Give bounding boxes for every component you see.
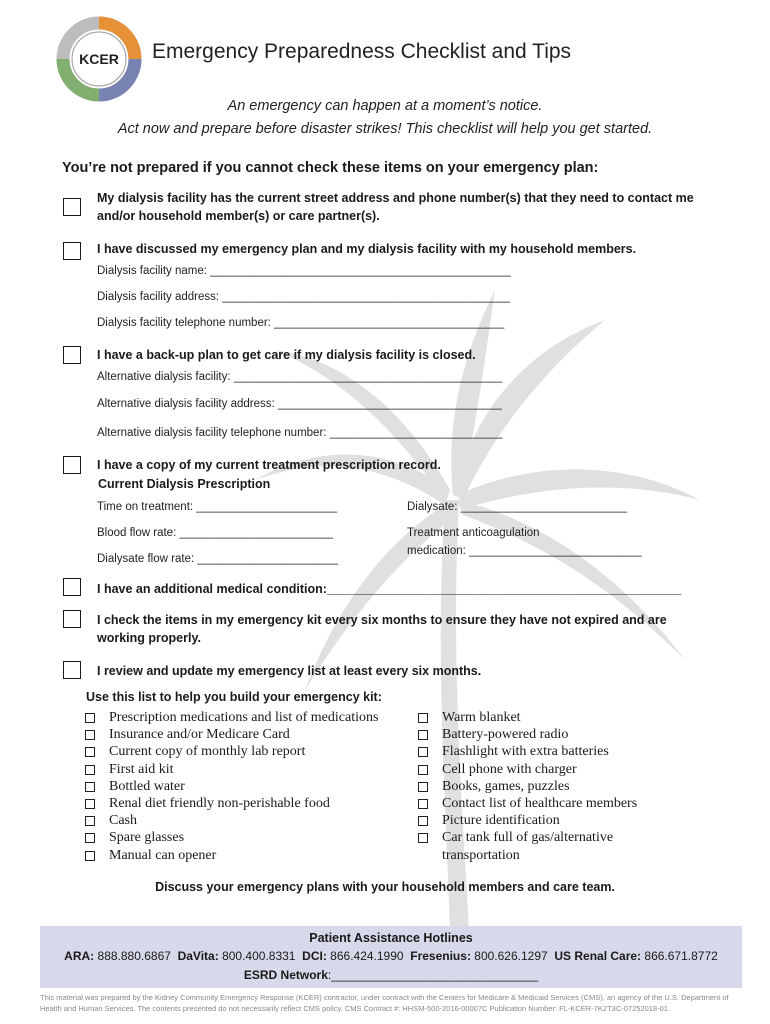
field-time-on-treatment[interactable]: Time on treatment: ______________________ bbox=[97, 501, 337, 513]
item-facility-contact: My dialysis facility has the current street address and phone number(s) that they need to contact me and/or household member(s) or care partner(s). bbox=[97, 191, 694, 223]
footer-disclaimer: This material was prepared by the Kidney Community Emergency Response (KCER) contractor, under contract with the Centers for Medicare & Medicaid Services (CMS), an agency of the U.S. Department of Health and Human Services. The contents presented do not necessarily reflect CMS policy. CMS Contract #: HHSM-500-2016-00007C Publication Number: FL-KCER-7K2T3C-07252018-01. bbox=[40, 993, 729, 1013]
kit-item[interactable]: Current copy of monthly lab report bbox=[85, 743, 378, 760]
prescription-heading: Current Dialysis Prescription bbox=[98, 477, 271, 491]
hotline-number[interactable]: 888.880.6867 bbox=[97, 949, 171, 963]
item-prescription-copy: I have a copy of my current treatment prescription record. bbox=[97, 458, 441, 472]
kit-checkbox[interactable] bbox=[418, 833, 428, 843]
kit-item[interactable]: Insurance and/or Medicare Card bbox=[85, 726, 378, 743]
page-title: Emergency Preparedness Checklist and Tips bbox=[152, 40, 572, 63]
hotline-label: US Renal Care: bbox=[554, 949, 642, 963]
esrd-value: :_______________________________ bbox=[327, 968, 539, 982]
kit-item[interactable]: Contact list of healthcare members bbox=[418, 795, 637, 812]
kit-checkbox[interactable] bbox=[418, 816, 428, 826]
checkbox-additional-condition[interactable] bbox=[63, 578, 81, 596]
hotline-label: DaVita: bbox=[177, 949, 219, 963]
logo-text: KCER bbox=[79, 51, 119, 67]
item-kit-check: I check the items in my emergency kit every six months to ensure they have not expired and are working properly. bbox=[97, 613, 667, 645]
intro-line-2: Act now and prepare before disaster strikes! This checklist will help you get started. bbox=[117, 121, 653, 137]
kit-checkbox[interactable] bbox=[85, 730, 95, 740]
kit-checkbox[interactable] bbox=[418, 765, 428, 775]
field-anticoagulation-medication[interactable]: medication: ___________________________ bbox=[407, 545, 642, 557]
kit-item[interactable]: Flashlight with extra batteries bbox=[418, 743, 637, 760]
kit-item[interactable]: Picture identification bbox=[418, 812, 637, 829]
hotlines-band bbox=[40, 926, 742, 988]
kit-checkbox[interactable] bbox=[85, 799, 95, 809]
hotlines-row bbox=[40, 949, 742, 963]
kit-checkbox[interactable] bbox=[85, 782, 95, 792]
kit-checkbox[interactable] bbox=[418, 713, 428, 723]
kit-item[interactable]: Cell phone with charger bbox=[418, 761, 637, 778]
field-dialysate[interactable]: Dialysate: __________________________ bbox=[407, 501, 627, 513]
checkbox-facility-contact[interactable] bbox=[63, 198, 81, 216]
checkbox-discussed-plan[interactable] bbox=[63, 242, 81, 260]
field-alt-facility-address[interactable]: Alternative dialysis facility address: ___________________________________ bbox=[97, 398, 502, 410]
field-facility-phone[interactable]: Dialysis facility telephone number: ____________________________________ bbox=[97, 317, 505, 329]
hotline-label: DCI: bbox=[302, 949, 327, 963]
item-backup-plan: I have a back-up plan to get care if my dialysis facility is closed. bbox=[97, 348, 476, 362]
kit-item[interactable]: Warm blanket bbox=[418, 709, 637, 726]
kit-checkbox[interactable] bbox=[85, 747, 95, 757]
esrd-label: ESRD Network bbox=[243, 968, 328, 982]
kit-item[interactable]: First aid kit bbox=[85, 761, 378, 778]
kit-item[interactable]: Spare glasses bbox=[85, 829, 378, 846]
item-review-list: I review and update my emergency list at least every six months. bbox=[97, 664, 482, 678]
label-anticoagulation: Treatment anticoagulation bbox=[407, 527, 540, 539]
kit-checkbox[interactable] bbox=[85, 765, 95, 775]
kit-checkbox[interactable] bbox=[85, 713, 95, 723]
kit-item[interactable]: Car tank full of gas/alternative transportation bbox=[418, 829, 637, 863]
field-alt-facility[interactable]: Alternative dialysis facility: __________________________________________ bbox=[97, 371, 503, 383]
kit-checkbox[interactable] bbox=[85, 851, 95, 861]
kit-heading: Use this list to help you build your emergency kit: bbox=[86, 690, 382, 704]
kit-item[interactable]: Books, games, puzzles bbox=[418, 778, 637, 795]
field-blood-flow-rate[interactable]: Blood flow rate: ________________________ bbox=[97, 527, 333, 539]
kcer-logo bbox=[56, 16, 142, 102]
discuss-note: Discuss your emergency plans with your household members and care team. bbox=[155, 880, 615, 894]
esrd-network-field[interactable] bbox=[40, 968, 742, 982]
field-dialysate-flow-rate[interactable]: Dialysate flow rate: ______________________ bbox=[97, 553, 339, 565]
hotline-number[interactable]: 866.424.1990 bbox=[330, 949, 404, 963]
checklist-heading: You’re not prepared if you cannot check these items on your emergency plan: bbox=[62, 160, 599, 176]
hotline-number[interactable]: 866.671.8772 bbox=[644, 949, 718, 963]
checkbox-backup-plan[interactable] bbox=[63, 346, 81, 364]
kit-checkbox[interactable] bbox=[418, 730, 428, 740]
hotlines-title: Patient Assistance Hotlines bbox=[309, 931, 473, 945]
hotline-number[interactable]: 800.626.1297 bbox=[474, 949, 548, 963]
kit-list-left bbox=[85, 709, 378, 864]
kit-item[interactable]: Manual can opener bbox=[85, 847, 378, 864]
item-discussed-plan: I have discussed my emergency plan and my dialysis facility with my household members. bbox=[97, 242, 637, 256]
kit-item[interactable]: Bottled water bbox=[85, 778, 378, 795]
kit-item[interactable]: Prescription medications and list of medications bbox=[85, 709, 378, 726]
hotline-label: ARA: bbox=[64, 949, 95, 963]
checkbox-prescription-copy[interactable] bbox=[63, 456, 81, 474]
kit-checkbox[interactable] bbox=[85, 816, 95, 826]
field-facility-name[interactable]: Dialysis facility name: _______________________________________________ bbox=[97, 265, 511, 277]
item-additional-condition[interactable]: I have an additional medical condition:___________________________________________________ bbox=[97, 582, 682, 596]
kit-checkbox[interactable] bbox=[418, 799, 428, 809]
hotline-number[interactable]: 800.400.8331 bbox=[222, 949, 296, 963]
intro-line-1: An emergency can happen at a moment’s notice. bbox=[227, 98, 543, 114]
checkbox-review-list[interactable] bbox=[63, 661, 81, 679]
checkbox-kit-check[interactable] bbox=[63, 610, 81, 628]
hotline-label: Fresenius: bbox=[410, 949, 471, 963]
kit-checkbox[interactable] bbox=[85, 833, 95, 843]
kit-item[interactable]: Cash bbox=[85, 812, 378, 829]
kit-item[interactable]: Renal diet friendly non-perishable food bbox=[85, 795, 378, 812]
kit-list-right bbox=[418, 709, 637, 864]
field-alt-facility-phone[interactable]: Alternative dialysis facility telephone number: ___________________________ bbox=[97, 427, 503, 439]
kit-item-continuation: transportation bbox=[442, 847, 520, 863]
kit-checkbox[interactable] bbox=[418, 747, 428, 757]
field-facility-address[interactable]: Dialysis facility address: _____________________________________________ bbox=[97, 291, 511, 303]
kit-item[interactable]: Battery-powered radio bbox=[418, 726, 637, 743]
kit-checkbox[interactable] bbox=[418, 782, 428, 792]
